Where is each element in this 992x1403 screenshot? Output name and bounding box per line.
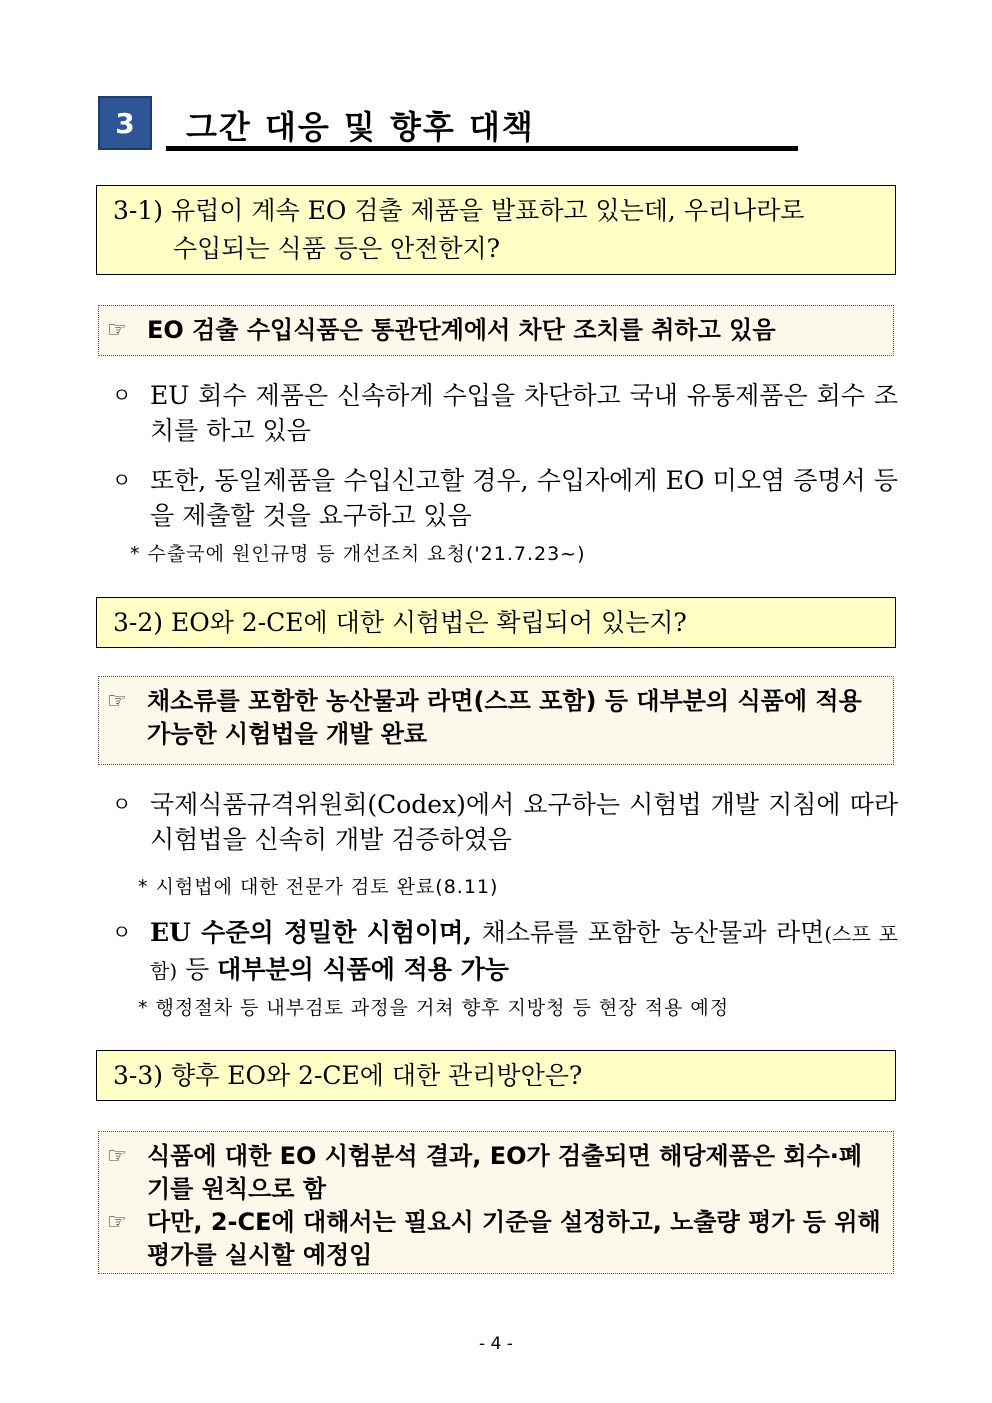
bullet-text: 또한, 동일제품을 수입신고할 경우, 수입자에게 EO 미오염 증명서 등을 제출할 것을 요구하고 있음 <box>150 466 898 530</box>
answer-box-3-3 <box>98 1131 894 1274</box>
answer-line <box>107 1140 883 1206</box>
section-title: 그간 대응 및 향후 대책 <box>186 108 535 146</box>
bullet-icon: ㅇ <box>112 383 132 407</box>
bullet-text-normal: 채소류를 포함한 농산물과 라면 <box>472 918 825 947</box>
answer-text: EO 검출 수입식품은 통관단계에서 차단 조치를 취하고 있음 <box>147 316 776 344</box>
question-line: 3-3) 향후 EO와 2-CE에 대한 관리방안은? <box>113 1061 583 1090</box>
answer-text: 다만, 2-CE에 대해서는 필요시 기준을 설정하고, 노출량 평가 등 위해평가를 실시할 예정임 <box>147 1208 881 1269</box>
footnote: * 시험법에 대한 전문가 검토 완료(8.11) <box>138 876 499 898</box>
section-header <box>98 96 798 152</box>
footnote: * 수출국에 원인규명 등 개선조치 요청('21.7.23~) <box>130 543 586 565</box>
list-item <box>112 915 898 989</box>
question-line: 3-2) EO와 2-CE에 대한 시험법은 확립되어 있는지? <box>113 608 687 637</box>
bullet-icon: ㅇ <box>112 792 132 816</box>
section-underline <box>166 146 798 151</box>
bullet-icon: ㅇ <box>112 468 132 492</box>
answer-box-3-2 <box>98 676 894 765</box>
bullet-icon: ㅇ <box>112 920 132 944</box>
bullet-text-normal: 등 <box>177 955 218 984</box>
bullet-text-bold: 대부분의 식품에 적용 가능 <box>217 955 509 984</box>
list-item <box>112 787 898 857</box>
list-item <box>112 463 898 533</box>
question-line: 수입되는 식품 등은 안전한지? <box>173 234 501 263</box>
bullet-text: EU 회수 제품은 신속하게 수입을 차단하고 국내 유통제품은 회수 조치를 하고 있음 <box>150 381 898 445</box>
bullet-text: 국제식품규격위원회(Codex)에서 요구하는 시험법 개발 지침에 따라 시험법을 신속히 개발 검증하였음 <box>150 790 898 854</box>
bullet-text-bold: EU 수준의 정밀한 시험이며, <box>150 918 473 947</box>
answer-box-3-1 <box>98 305 894 356</box>
pointing-hand-icon: ☞ <box>107 1144 127 1169</box>
page-number: - 4 - <box>479 1334 513 1354</box>
answer-line <box>107 1206 883 1272</box>
answer-text: 채소류를 포함한 농산물과 라면(스프 포함) 등 대부분의 식품에 적용 가능한 시험법을 개발 완료 <box>147 687 862 748</box>
pointing-hand-icon: ☞ <box>107 689 127 714</box>
question-box-3-1 <box>96 185 896 275</box>
pointing-hand-icon: ☞ <box>107 1210 127 1235</box>
pointing-hand-icon: ☞ <box>107 318 127 343</box>
question-line: 3-1) 유럽이 계속 EO 검출 제품을 발표하고 있는데, 우리나라로 <box>113 196 805 225</box>
section-number: 3 <box>98 96 152 150</box>
answer-line <box>107 314 883 347</box>
question-box-3-2 <box>96 597 896 648</box>
question-box-3-3 <box>96 1050 896 1101</box>
bullet-text <box>150 915 898 989</box>
answer-line <box>107 685 883 751</box>
footnote: * 행정절차 등 내부검토 과정을 거쳐 향후 지방청 등 현장 적용 예정 <box>138 997 730 1019</box>
list-item <box>112 378 898 448</box>
answer-text: 식품에 대한 EO 시험분석 결과, EO가 검출되면 해당제품은 회수·폐기를 원칙으로 함 <box>147 1142 863 1203</box>
bullet-text-small: (스프 포함) <box>150 922 898 983</box>
